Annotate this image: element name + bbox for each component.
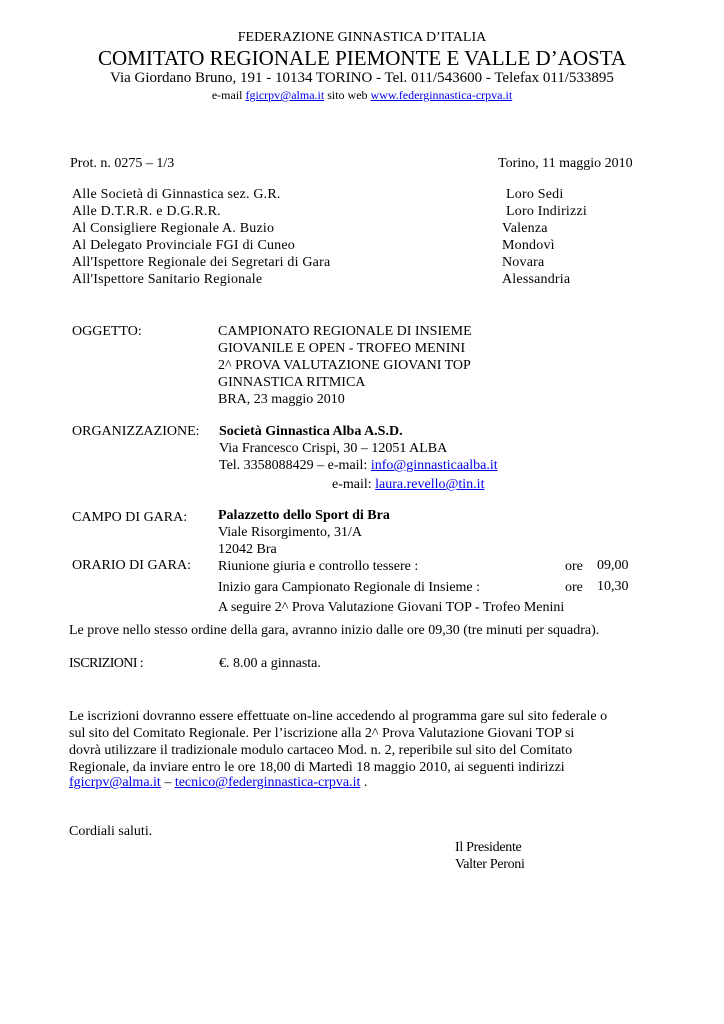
organization-email2 bbox=[332, 477, 484, 493]
recipient-name: All'Ispettore Regionale dei Segretari di Gara bbox=[72, 255, 331, 270]
schedule-label: ORARIO DI GARA: bbox=[72, 558, 191, 573]
web-label: sito web bbox=[327, 88, 368, 102]
recipient-name: Alle Società di Ginnastica sez. G.R. bbox=[72, 187, 281, 202]
organization-tel-text: Tel. 3358088429 – e-mail: bbox=[219, 458, 368, 473]
header-contacts bbox=[0, 88, 724, 103]
organization-label: ORGANIZZAZIONE: bbox=[72, 424, 200, 439]
signatory-role: Il Presidente bbox=[455, 840, 522, 855]
recipient-name: Al Delegato Provinciale FGI di Cuneo bbox=[72, 238, 295, 253]
schedule-item-text: Inizio gara Campionato Regionale di Insieme : bbox=[218, 580, 481, 595]
venue-name: Palazzetto dello Sport di Bra bbox=[218, 508, 390, 523]
organization-email2-link[interactable]: laura.revello@tin.it bbox=[375, 477, 485, 492]
committee-title: COMITATO REGIONALE PIEMONTE E VALLE D’AOSTA bbox=[97, 46, 627, 70]
trials-note: Le prove nello stesso ordine della gara, avranno inizio dalle ore 09,30 (tre minuti per squadra). bbox=[69, 623, 600, 638]
letter-date: Torino, 11 maggio 2010 bbox=[498, 156, 633, 171]
schedule-item-time: 10,30 bbox=[597, 579, 629, 594]
venue-street: Viale Risorgimento, 31/A bbox=[218, 525, 362, 540]
subject-line: CAMPIONATO REGIONALE DI INSIEME bbox=[218, 324, 472, 339]
venue-city: 12042 Bra bbox=[218, 542, 277, 557]
recipient-name: Al Consigliere Regionale A. Buzio bbox=[72, 221, 275, 236]
recipient-place: Novara bbox=[502, 255, 545, 270]
schedule-after: A seguire 2^ Prova Valutazione Giovani TOP - Trofeo Menini bbox=[218, 600, 565, 615]
technical-email-link[interactable]: tecnico@federginnastica-crpva.it bbox=[174, 775, 361, 790]
schedule-item-text: Riunione giuria e controllo tessere : bbox=[218, 559, 419, 574]
registration-line: sul sito del Comitato Regionale. Per l’iscrizione alla 2^ Prova Valutazione Giovani TOP si bbox=[69, 726, 575, 741]
sentence-end: . bbox=[363, 775, 368, 790]
signatory-name: Valter Peroni bbox=[455, 857, 525, 872]
registration-email-link[interactable]: fgicrpv@alma.it bbox=[69, 775, 161, 790]
recipient-name: All'Ispettore Sanitario Regionale bbox=[72, 272, 263, 287]
subject-line: GINNASTICA RITMICA bbox=[218, 375, 366, 390]
protocol-number: Prot. n. 0275 – 1/3 bbox=[70, 156, 175, 171]
subject-label: OGGETTO: bbox=[72, 324, 142, 339]
organization-phone bbox=[219, 458, 498, 474]
fees-value: €. 8.00 a ginnasta. bbox=[219, 656, 321, 671]
committee-address: Via Giordano Bruno, 191 - 10134 TORINO - Tel. 011/543600 - Telefax 011/533895 bbox=[110, 70, 614, 86]
registration-emails bbox=[69, 775, 367, 791]
schedule-item-time: 09,00 bbox=[597, 558, 629, 573]
recipient-place: Valenza bbox=[502, 221, 548, 236]
schedule-item-ore: ore bbox=[565, 559, 583, 574]
recipient-name: Alle D.T.R.R. e D.G.R.R. bbox=[72, 204, 221, 219]
closing-greeting: Cordiali saluti. bbox=[69, 824, 153, 839]
organization-name: Società Ginnastica Alba A.S.D. bbox=[219, 424, 403, 439]
registration-line: Le iscrizioni dovranno essere effettuate on-line accedendo al programma gare sul sito federale o bbox=[69, 709, 608, 724]
registration-line: dovrà utilizzare il tradizionale modulo cartaceo Mod. n. 2, reperibile sul sito del Comitato bbox=[69, 743, 573, 758]
registration-line: Regionale, da inviare entro le ore 18,00 di Martedì 18 maggio 2010, ai seguenti indirizzi bbox=[69, 760, 565, 775]
subject-line: 2^ PROVA VALUTAZIONE GIOVANI TOP bbox=[218, 358, 471, 373]
recipient-place: Loro Indirizzi bbox=[506, 204, 587, 219]
venue-label: CAMPO DI GARA: bbox=[72, 510, 188, 525]
header-email-link[interactable]: fgicrpv@alma.it bbox=[245, 88, 325, 102]
organization-email-link[interactable]: info@ginnasticaalba.it bbox=[370, 458, 498, 473]
header-web-link[interactable]: www.federginnastica-crpva.it bbox=[370, 88, 513, 102]
organization-address: Via Francesco Crispi, 30 – 12051 ALBA bbox=[219, 441, 448, 456]
federation-name: FEDERAZIONE GINNASTICA D’ITALIA bbox=[237, 30, 487, 45]
recipient-place: Alessandria bbox=[502, 272, 571, 287]
subject-line: GIOVANILE E OPEN - TROFEO MENINI bbox=[218, 341, 466, 356]
email-label: e-mail bbox=[211, 88, 243, 102]
organization-email2-label: e-mail: bbox=[332, 477, 372, 492]
recipient-place: Loro Sedi bbox=[506, 187, 564, 202]
fees-label: ISCRIZIONI : bbox=[69, 656, 144, 671]
email-separator: – bbox=[164, 775, 172, 790]
subject-line: BRA, 23 maggio 2010 bbox=[218, 392, 345, 407]
recipient-place: Mondovì bbox=[502, 238, 555, 253]
schedule-item-ore: ore bbox=[565, 580, 583, 595]
